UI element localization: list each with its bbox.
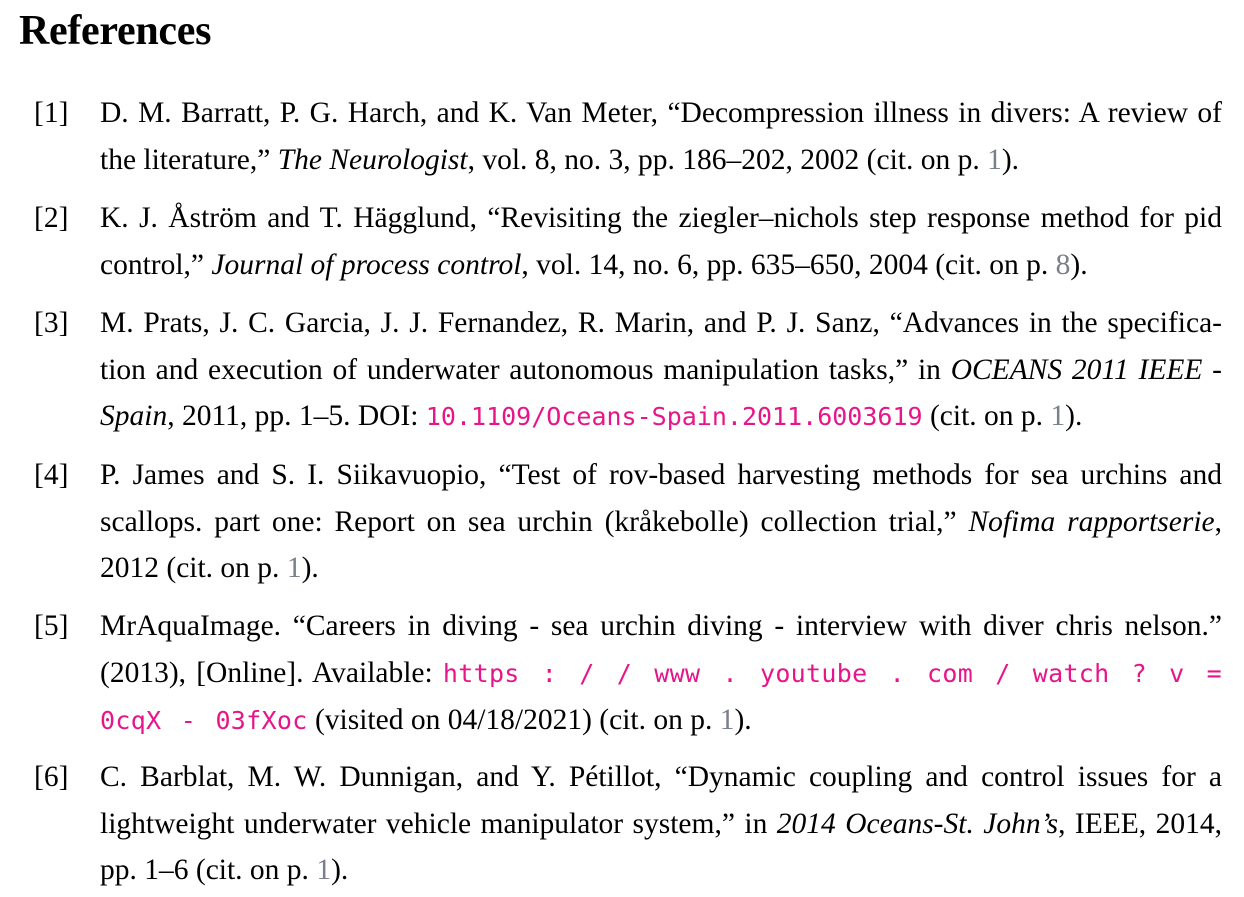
reference-title: “Test of rov-based harvesting methods for sea urchins and scallops. part one: Report on sea urchin (kråkebolle) collection trial,” [100, 459, 1222, 538]
reference-number: [6] [34, 761, 69, 793]
url-link[interactable]: https : / / www . youtube . com / watch ? v = 0cqX - 03fXoc [100, 658, 1222, 735]
citation-page-link[interactable]: 1 [1050, 400, 1066, 432]
doi-label: DOI [357, 400, 411, 432]
reference-title: “Decompression illness in divers: A review of the literature,” [100, 97, 1222, 176]
reference-title: “Advances in the specifica-tion and execution of underwater autonomous manipulation tasks,” in [100, 307, 1222, 386]
reference-end: ). [1065, 400, 1083, 432]
reference-details: , vol. 8, no. 3, pp. 186–202, 2002 (cit. on p. [467, 143, 988, 176]
reference-number: [2] [34, 202, 69, 234]
reference-text [100, 195, 1222, 288]
reference-title: “Revisiting the ziegler–nichols step response method for pid control,” [100, 202, 1222, 281]
reference-authors: K. J. Åström and T. Hägglund, [100, 202, 488, 234]
reference-end: ). [331, 854, 349, 886]
reference-text [100, 452, 1222, 592]
reference-venue: Journal of process control [211, 248, 522, 281]
citation-page-link[interactable]: 1 [286, 552, 302, 584]
reference-authors: C. Barblat, M. W. Dunnigan, and Y. Pétillot, [100, 761, 675, 793]
reference-title: “Careers in diving - sea urchin diving - interview with diver chris nelson.” (2013), [Online]. Available: [100, 610, 1222, 689]
reference-text [100, 300, 1222, 441]
reference-text [100, 754, 1222, 894]
citation-page-link[interactable]: 1 [987, 143, 1002, 176]
reference-venue: Nofima rapportserie [968, 505, 1215, 538]
reference-authors: MrAquaImage. [100, 610, 293, 642]
page-title: References [19, 8, 212, 54]
reference-details: , vol. 14, no. 6, pp. 635–650, 2004 (cit. on p. [521, 248, 1056, 281]
doi-colon: : [410, 400, 426, 432]
doi-link[interactable]: 10.1109/Oceans-Spain.2011.6003619 [425, 402, 923, 431]
reference-venue: OCEANS 2011 IEEE - Spain [100, 353, 1222, 432]
reference-number: [5] [34, 610, 69, 642]
reference-details: , 2012 (cit. on p. [100, 505, 1222, 584]
reference-text [100, 603, 1222, 745]
citation-page-link[interactable]: 1 [719, 704, 735, 736]
reference-end: ). [1001, 143, 1020, 176]
reference-end: ). [1070, 248, 1088, 281]
reference-text [100, 90, 1222, 183]
reference-cite-prefix: (cit. on p. [922, 400, 1051, 432]
reference-number: [3] [34, 307, 69, 339]
reference-number: [4] [34, 459, 69, 491]
reference-number: [1] [34, 97, 69, 129]
citation-page-link[interactable]: 8 [1055, 248, 1071, 281]
citation-page-link[interactable]: 1 [316, 854, 332, 886]
reference-authors: D. M. Barratt, P. G. Harch, and K. Van Meter, [100, 97, 668, 129]
reference-details: (visited on 04/18/2021) (cit. on p. [307, 704, 720, 736]
reference-end: ). [301, 552, 319, 584]
reference-venue: 2014 Oceans-St. John’s [776, 807, 1059, 840]
reference-authors: M. Prats, J. C. Garcia, J. J. Fernandez, R. Marin, and P. J. Sanz, [100, 307, 890, 339]
reference-details: , 2011, pp. 1–5. [167, 400, 358, 432]
reference-end: ). [734, 704, 752, 736]
reference-details: , IEEE, 2014, pp. 1–6 (cit. on p. [100, 807, 1222, 886]
reference-authors: P. James and S. I. Siikavuopio, [100, 459, 499, 491]
reference-venue: The Neurologist [277, 143, 468, 176]
reference-title: “Dynamic coupling and control issues for a lightweight underwater vehicle manipulator system,” in [100, 761, 1222, 840]
